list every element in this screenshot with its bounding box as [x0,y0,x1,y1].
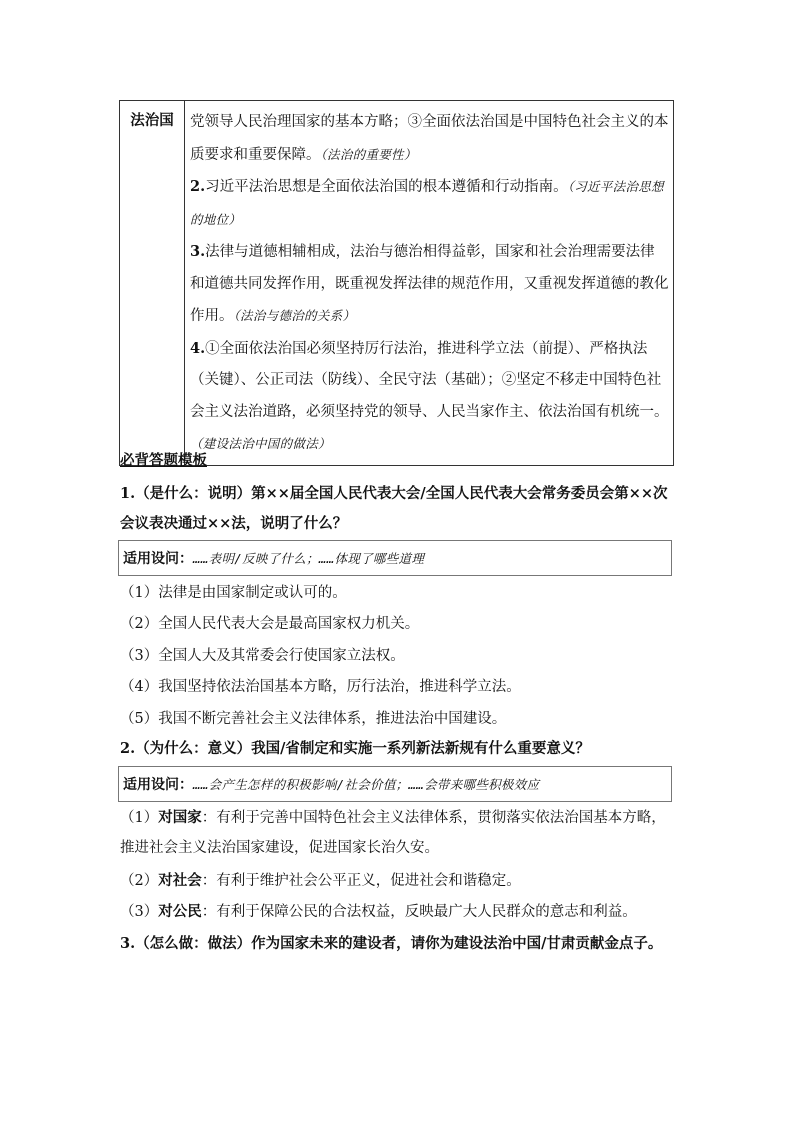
answer-text: ：有利于完善中国特色社会主义法律体系，贯彻落实依法治国基本方略，推进社会主义法治国家建设，促进国家长治久安。 [120,810,666,856]
table-body [185,101,673,465]
q1-answer-5: （5）我国不断完善社会主义法律体系，推进法治中国建设。 [120,711,507,727]
q1-answer-3: （3）全国人大及其常委会行使国家立法权。 [120,648,405,664]
answer-number: （1） [120,810,159,826]
answer-text: ：有利于保障公民的合法权益，反映最广大人民群众的意志和利益。 [201,904,637,920]
para-number: 2. [190,178,206,195]
para-note: （法治的重要性） [320,146,417,162]
table-para-1 [190,107,669,171]
section-heading: 必背答题模板 [120,452,207,469]
para-text: ①全面依法治国必须坚持厉行法治，推进科学立法（前提）、严格执法（关键）、公正司法（防线）、全民守法（基础）；②坚定不移走中国特色社会主义法治道路，必须坚持党的领导、人民当家作主、依法治国有机统一。 [190,340,669,420]
table-label: 法治国 [120,101,185,465]
q2-answer-1 [120,803,678,863]
q2-answer-2 [120,866,678,896]
question-1-hint-box [118,540,672,576]
q1-answer-4: （4）我国坚持依法治国基本方略，厉行法治，推进科学立法。 [120,679,521,695]
question-2-title: 2.（为什么：意义）我国/省制定和实施一系列新法新规有什么重要意义？ [120,740,590,757]
para-text: 习近平法治思想是全面依法治国的根本遵循和行动指南。 [205,179,568,195]
para-number: 4. [190,339,206,357]
para-note: （法治与德治的关系） [233,308,356,323]
answer-tag: 对国家 [158,809,202,826]
q2-answer-3 [120,897,678,927]
hint-label: 适用设问： [123,551,193,567]
answer-tag: 对社会 [158,872,202,889]
table-para-3 [190,236,669,333]
question-1-title: 1.（是什么：说明）第××届全国人民代表大会/全国人民代表大会常务委员会第××次会议表决通过××法，说明了什么？ [120,485,668,532]
para-note: （习近平法治思想的地位） [190,179,664,227]
table-para-2 [190,171,669,236]
question-3-title: 3.（怎么做：做法）作为国家未来的建设者，请你为建设法治中国/甘肃贡献金点子。 [120,935,663,952]
question-2-hint-box [118,766,672,802]
hint-label: 适用设问： [123,777,193,793]
summary-table [119,100,674,466]
q1-answer-1: （1）法律是由国家制定或认可的。 [120,585,347,601]
para-note: （建设法治中国的做法） [190,436,331,451]
para-text: 法律与道德相辅相成，法治与德治相得益彰，国家和社会治理需要法律和道德共同发挥作用，既重视发挥法律的规范作用，又重视发挥道德的教化作用。 [190,244,669,324]
hint-text: ……会产生怎样的积极影响/社会价值；……会带来哪些积极效应 [193,777,540,792]
hint-text: ……表明/反映了什么；……体现了哪些道理 [193,551,425,566]
q1-answer-2: （2）全国人民代表大会是最高国家权力机关。 [120,616,420,632]
table-para-4 [190,333,669,461]
answer-tag: 对公民 [158,903,202,920]
answer-number: （2） [120,873,159,889]
answer-text: ：有利于维护社会公平正义，促进社会和谐稳定。 [201,873,521,889]
para-text: 党领导人民治理国家的基本方略；③全面依法治国是中国特色社会主义的本质要求和重要保障。 [190,114,669,163]
para-number: 3. [190,243,206,260]
answer-number: （3） [120,904,159,920]
